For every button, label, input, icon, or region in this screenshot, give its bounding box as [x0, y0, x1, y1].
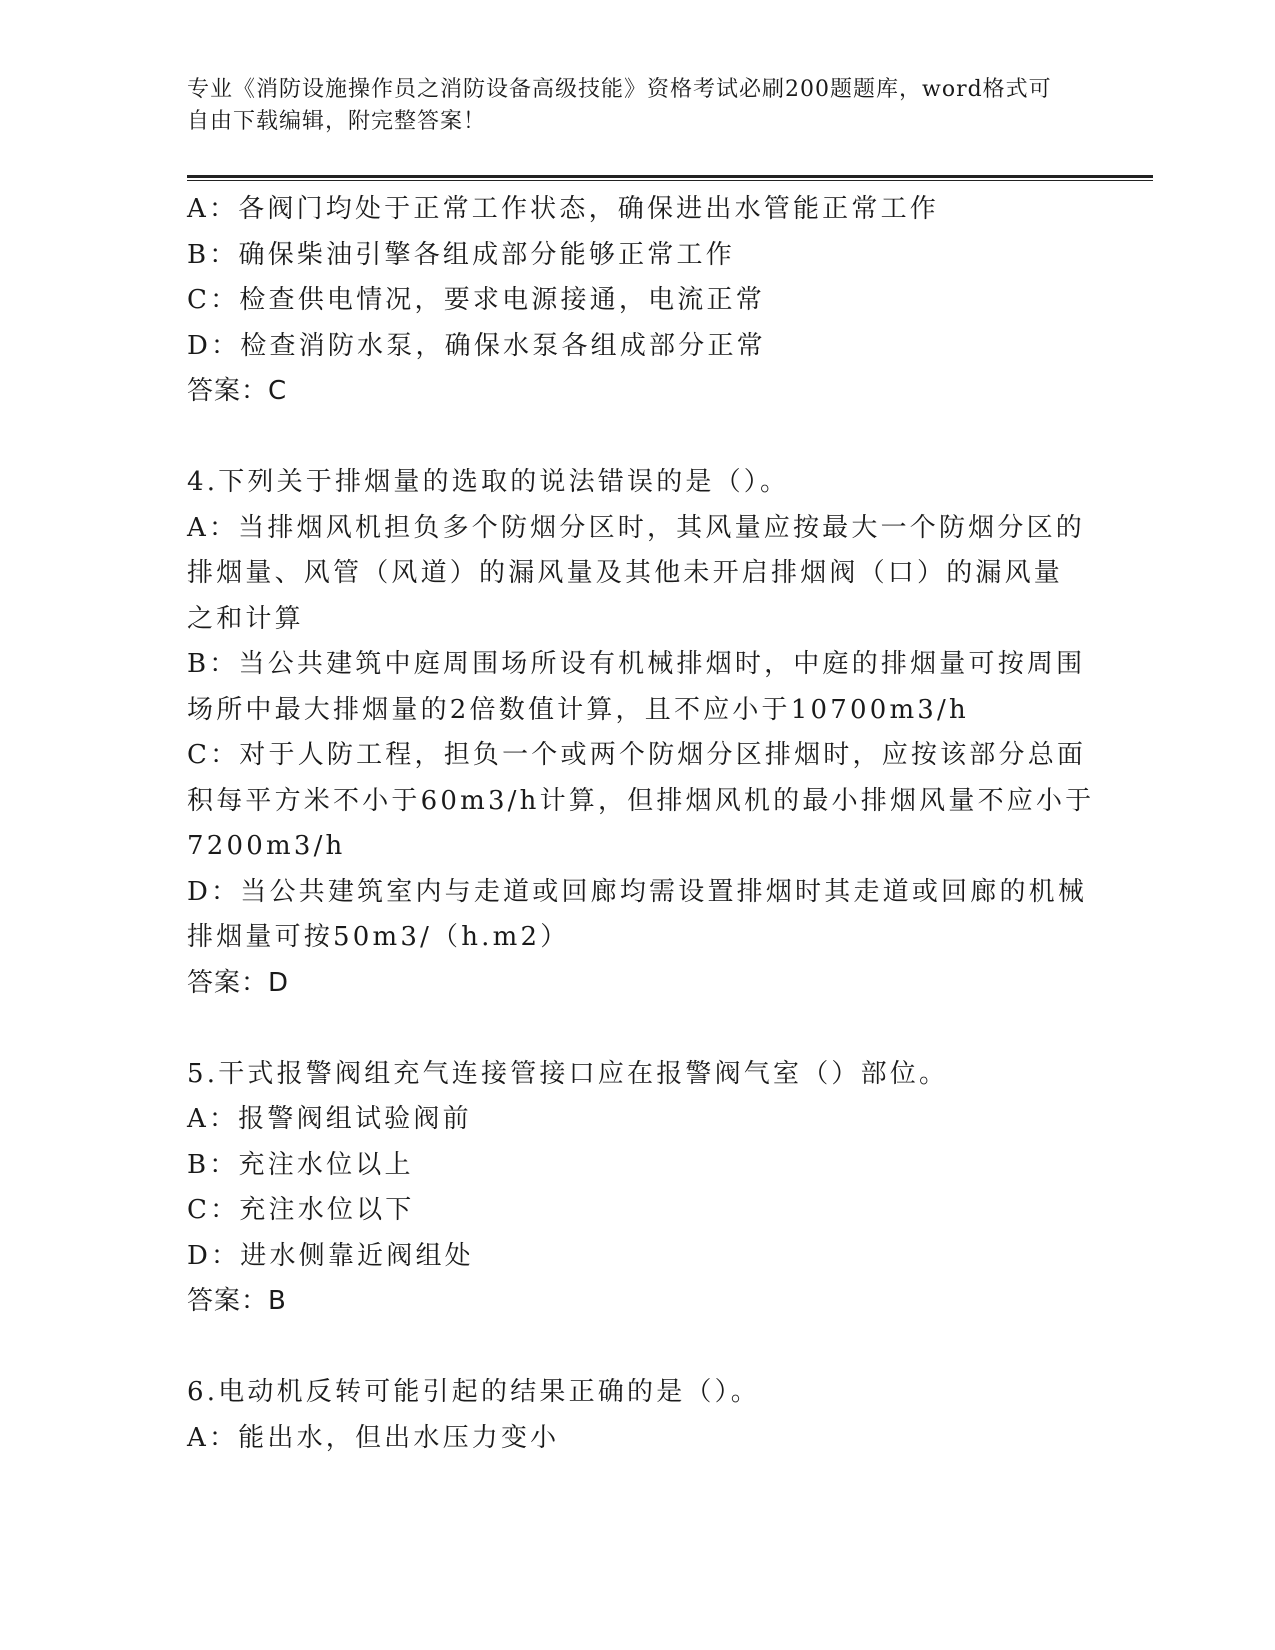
header-divider-thick	[187, 175, 1153, 178]
option-b: B：确保柴油引擎各组成部分能够正常工作	[187, 239, 735, 270]
option-b-line-2: 场所中最大排烟量的2倍数值计算，且不应小于10700m3/h	[187, 694, 969, 725]
question-content	[187, 187, 1095, 1461]
option-a: A：各阀门均处于正常工作状态，确保进出水管能正常工作	[187, 194, 939, 224]
question-3-block	[187, 187, 1087, 415]
option-d: D：进水侧靠近阀组处	[187, 1240, 474, 1271]
option-c: C：检查供电情况，要求电源接通，电流正常	[187, 285, 765, 315]
option-d-line-1: D：当公共建筑室内与走道或回廊均需设置排烟时其走道或回廊的机械	[187, 876, 1088, 907]
spacer	[187, 415, 1087, 461]
question-text: 6.电动机反转可能引起的结果正确的是（）。	[187, 1377, 761, 1407]
option-a: A：报警阀组试验阀前	[187, 1104, 472, 1134]
spacer	[187, 1325, 1087, 1371]
option-b-line-1: B：当公共建筑中庭周围场所设有机械排烟时，中庭的排烟量可按周围	[187, 649, 1086, 679]
option-a-line-3: 之和计算	[187, 603, 304, 634]
option-a: A：能出水，但出水压力变小	[187, 1422, 560, 1453]
answer-line: 答案：C	[187, 376, 288, 406]
answer-line: 答案：D	[187, 967, 290, 998]
option-c-line-3: 7200m3/h	[187, 831, 346, 861]
question-text: 4.下列关于排烟量的选取的说法错误的是（）。	[187, 467, 790, 497]
answer-line: 答案：B	[187, 1286, 287, 1316]
spacer	[187, 1006, 1087, 1052]
option-b: B：充注水位以上	[187, 1149, 414, 1180]
question-text: 5.干式报警阀组充气连接管接口应在报警阀气室（）部位。	[187, 1058, 949, 1089]
question-6-block	[187, 1370, 1087, 1461]
option-d: D：检查消防水泵，确保水泵各组成部分正常	[187, 330, 766, 361]
option-c: C：充注水位以下	[187, 1195, 415, 1225]
option-d-line-2: 排烟量可按50m3/（h.m2）	[187, 922, 570, 952]
question-4-block	[187, 460, 1095, 1006]
header-divider-thin	[187, 180, 1153, 181]
option-a-line-2: 排烟量、风管（风道）的漏风量及其他未开启排烟阀（口）的漏风量	[187, 558, 1064, 588]
document-header: 专业《消防设施操作员之消防设备高级技能》资格考试必刷200题题库，word格式可自由下载编辑，附完整答案！	[187, 77, 1052, 134]
question-5-block	[187, 1052, 1087, 1325]
option-c-line-1: C：对于人防工程，担负一个或两个防烟分区排烟时，应按该部分总面	[187, 740, 1087, 770]
option-c-line-2: 积每平方米不小于60m3/h计算，但排烟风机的最小排烟风量不应小于	[187, 785, 1095, 816]
option-a-line-1: A：当排烟风机担负多个防烟分区时，其风量应按最大一个防烟分区的	[187, 512, 1085, 543]
